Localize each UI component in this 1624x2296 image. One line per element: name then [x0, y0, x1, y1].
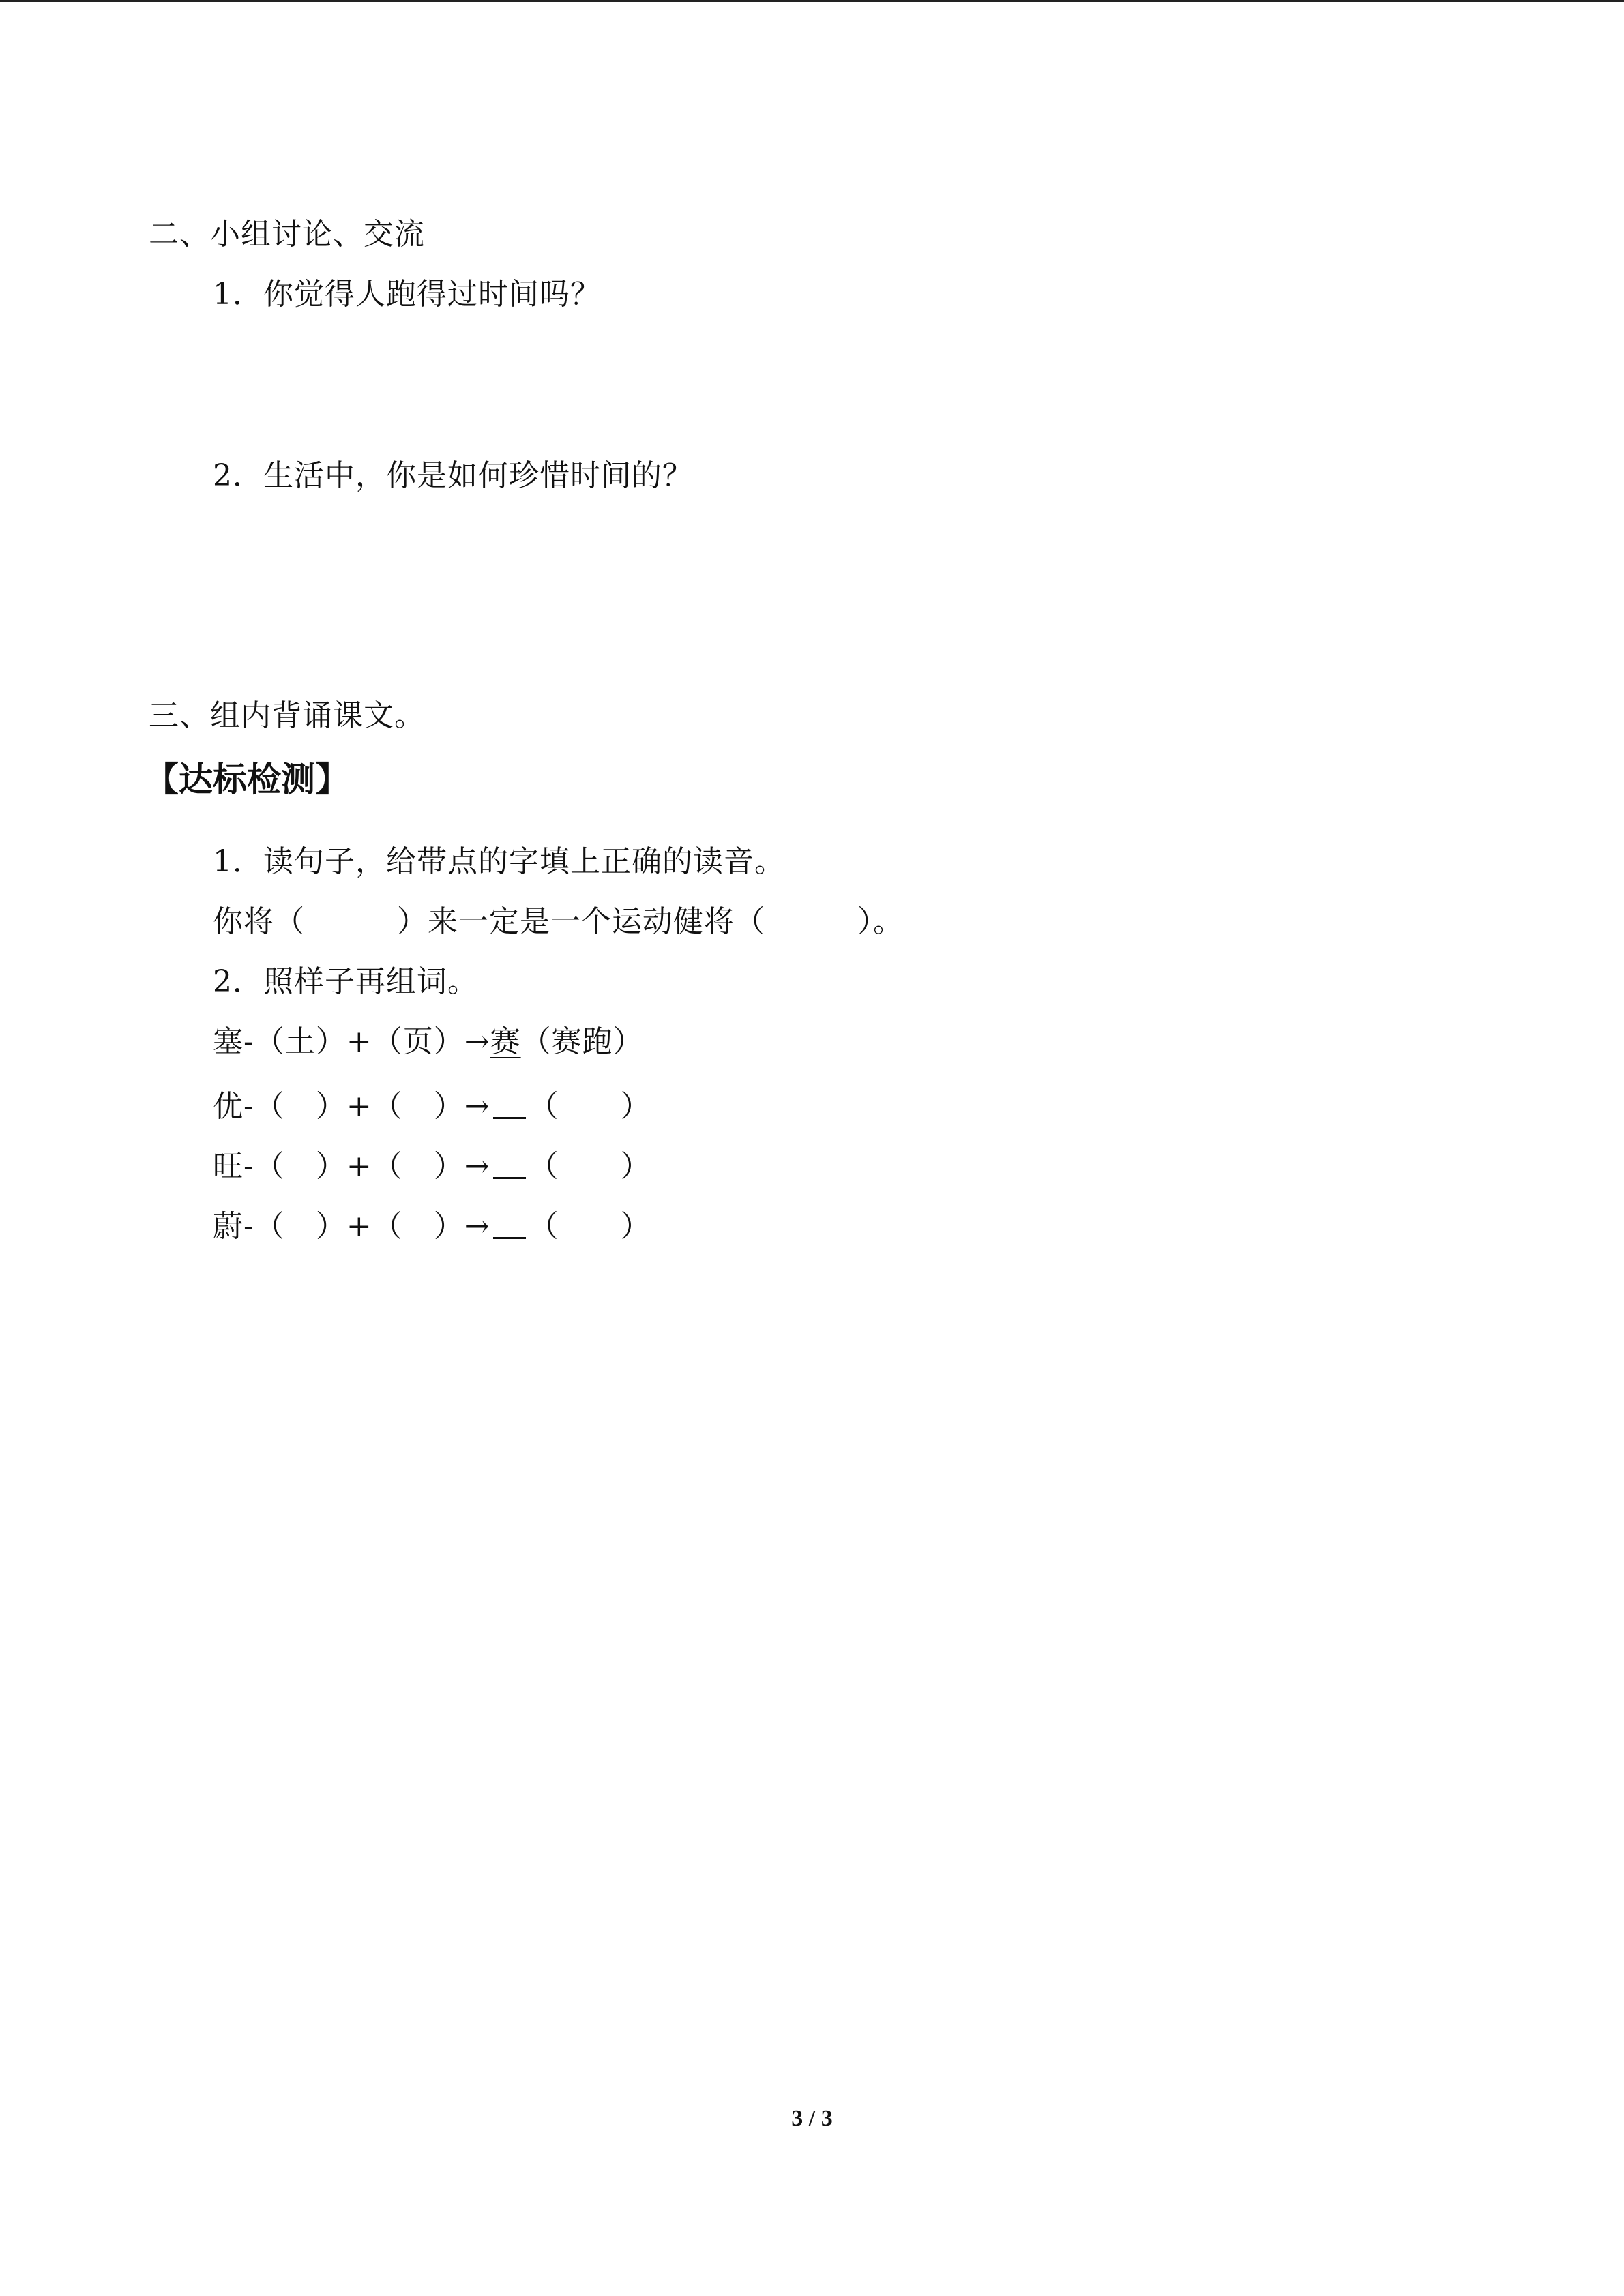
example-prefix: 塞-（土）+（页）→ [213, 1024, 490, 1059]
pinyin-sentence: 你将（ ）来一定是一个运动健将（ ）。 [213, 904, 904, 939]
word-row-prefix: 旺-（ ）+（ ）→ [213, 1149, 490, 1184]
section-2-heading: 二、小组讨论、交流 [149, 217, 425, 252]
word-row [213, 1087, 651, 1122]
example-result-char: 赛 [490, 1024, 521, 1059]
answer-blank[interactable] [493, 1147, 526, 1179]
page-top-border [0, 0, 1624, 2]
assessment-question-2: 2．照样子再组词。 [213, 964, 478, 999]
example-suffix: （赛跑） [520, 1024, 644, 1059]
word-row-suffix: （ ） [528, 1149, 651, 1184]
answer-blank[interactable] [493, 1207, 526, 1239]
answer-blank[interactable] [493, 1087, 526, 1119]
example-row [213, 1024, 644, 1059]
discussion-question-1: 1．你觉得人跑得过时间吗？ [213, 277, 601, 312]
assessment-title: 【达标检测】 [145, 760, 349, 799]
assessment-question-1: 1．读句子，给带点的字填上正确的读音。 [213, 844, 785, 879]
page-number: 3 / 3 [791, 2106, 833, 2131]
word-row-prefix: 蔚-（ ）+（ ）→ [213, 1209, 490, 1244]
word-row [213, 1147, 651, 1182]
word-row-suffix: （ ） [528, 1209, 651, 1244]
word-row-prefix: 优-（ ）+（ ）→ [213, 1089, 490, 1124]
word-row [213, 1207, 651, 1242]
section-3-heading: 三、组内背诵课文。 [149, 698, 425, 733]
discussion-question-2: 2．生活中，你是如何珍惜时间的？ [213, 458, 693, 493]
word-row-suffix: （ ） [528, 1089, 651, 1124]
